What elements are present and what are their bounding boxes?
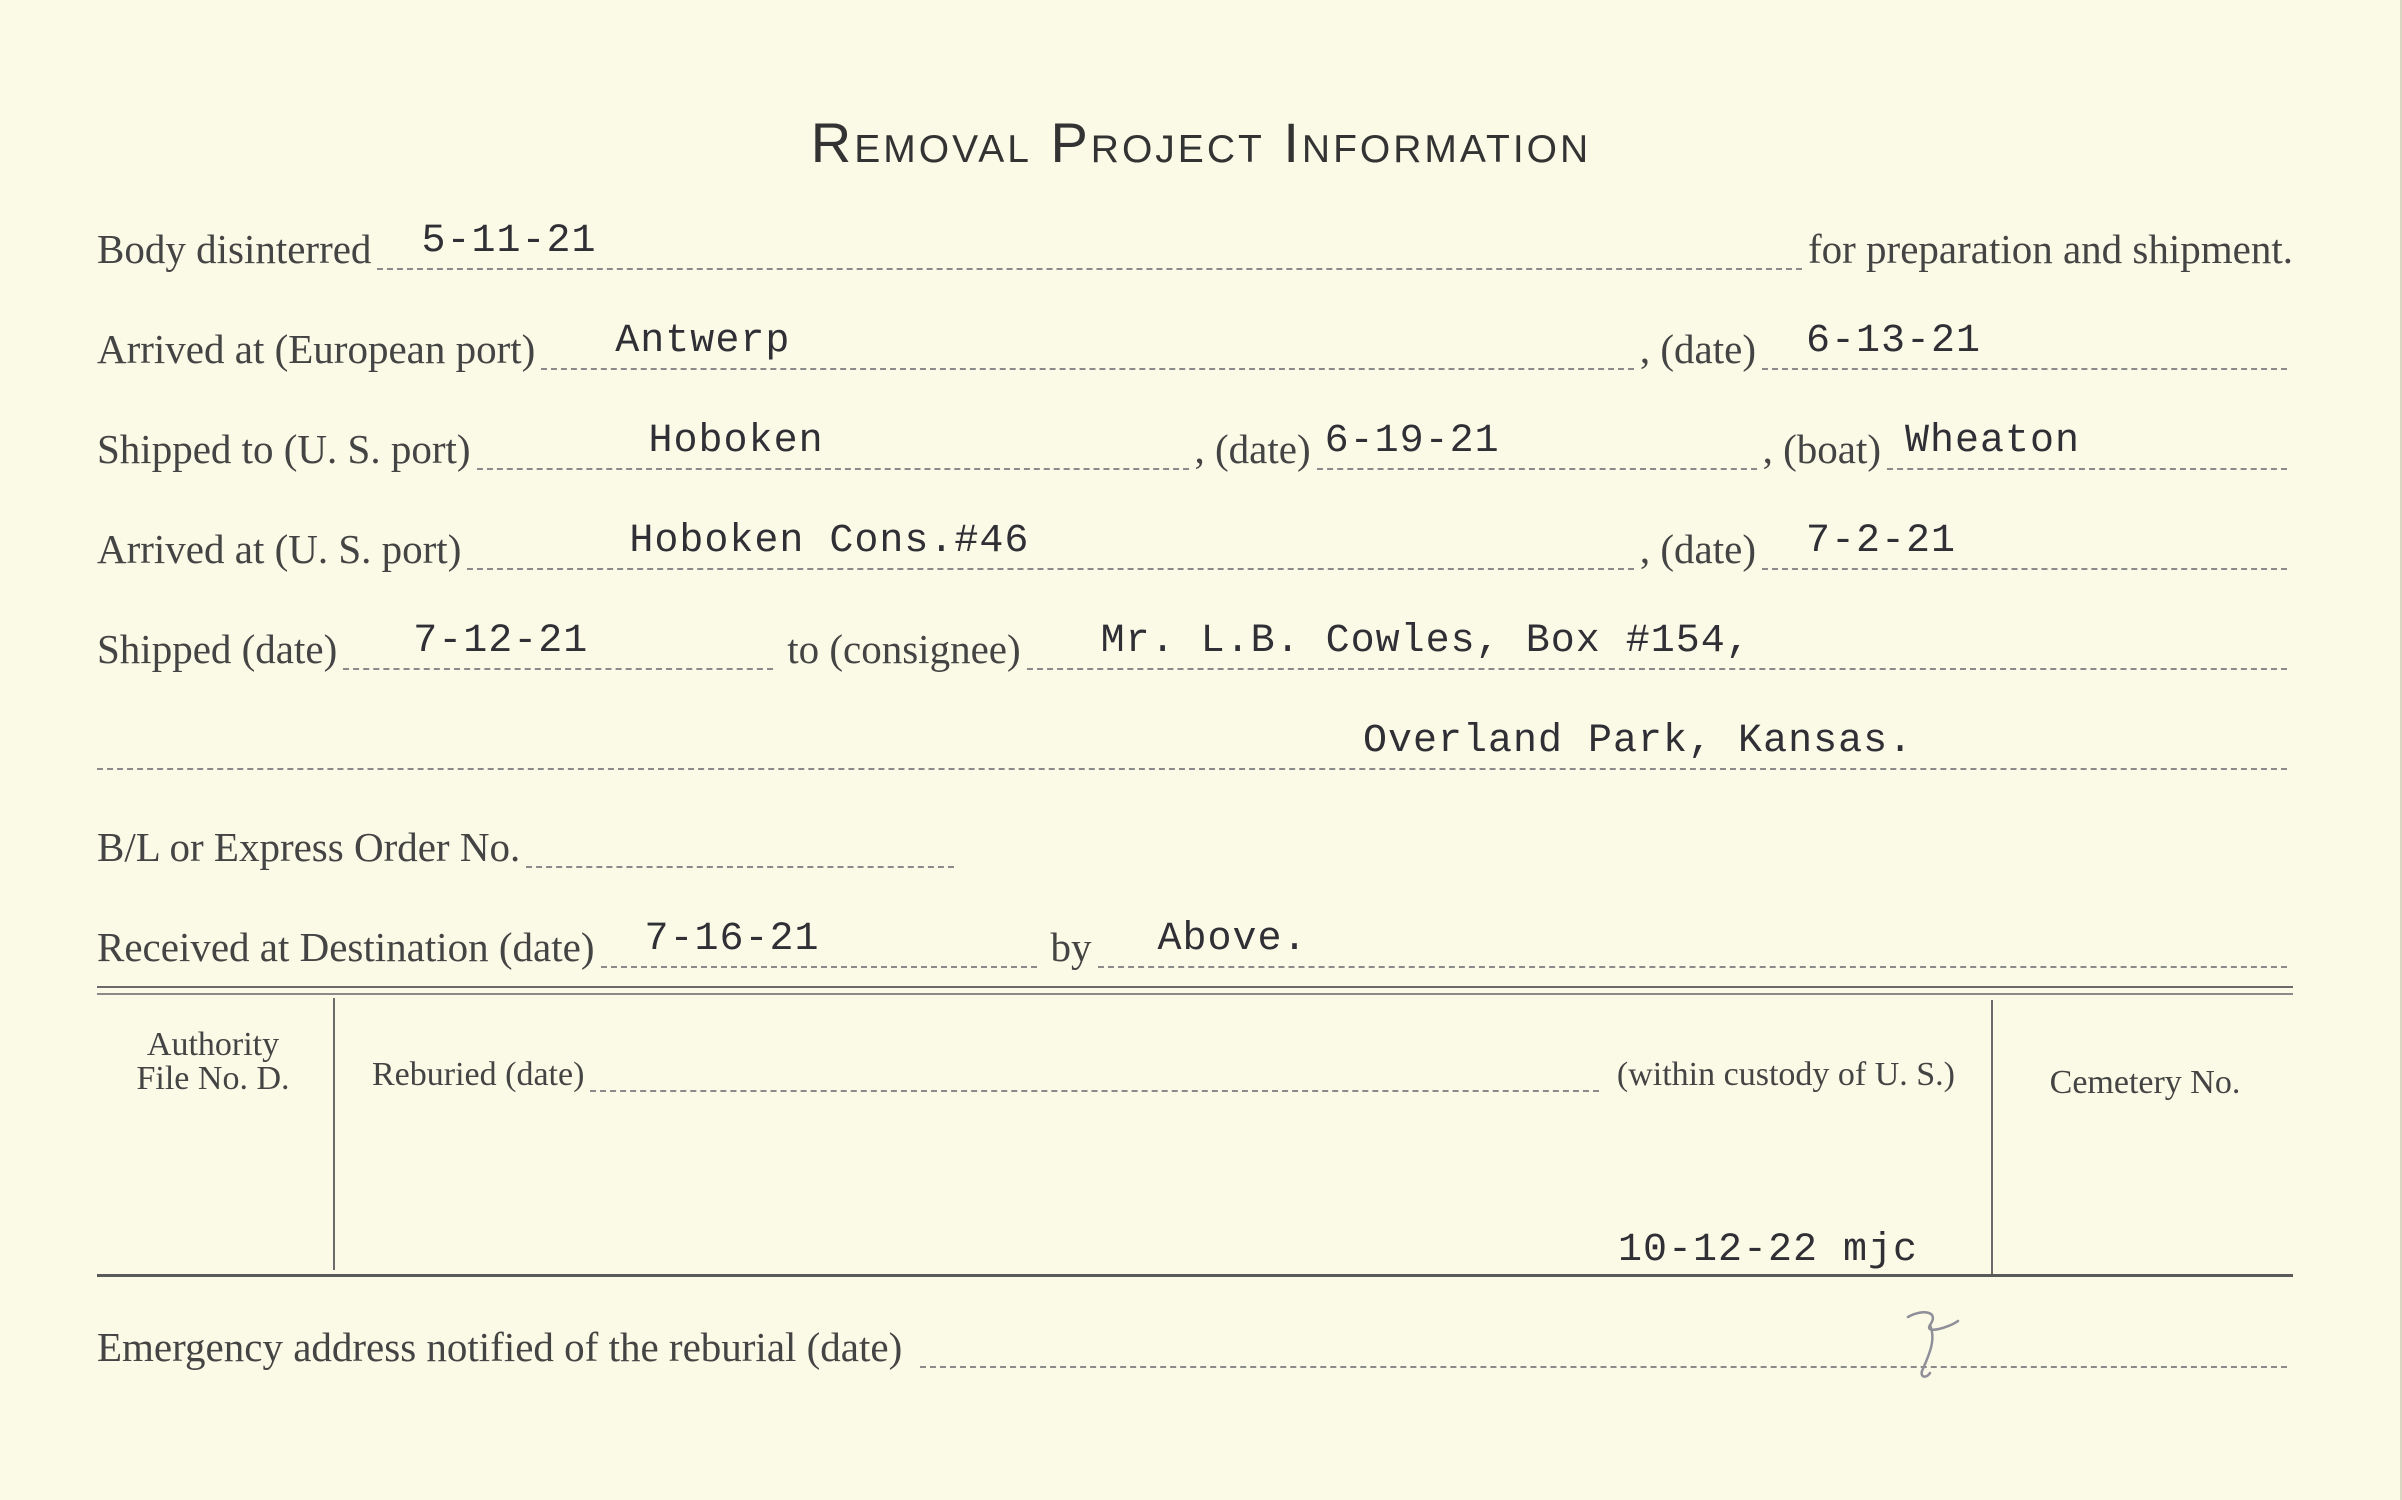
disinterred-field[interactable]: [377, 219, 1802, 270]
arrived-us-date-value: 7-2-21: [1806, 519, 1957, 564]
consignee-value: Mr. L.B. Cowles, Box #154,: [1100, 619, 1751, 664]
shipped-us-boat-value: Wheaton: [1905, 419, 2081, 464]
row-arrived-us: [97, 519, 2293, 572]
shipped-date-label: Shipped (date): [97, 626, 338, 672]
arrived-us-date-field[interactable]: [1762, 519, 2287, 570]
emergency-label: Emergency address notified of the reburial (date): [97, 1324, 903, 1370]
arrived-us-label: Arrived at (U. S. port): [97, 526, 462, 572]
stamp-value: 10-12-22 mjc: [1618, 1228, 1919, 1273]
row-received: [97, 917, 2293, 970]
reburied-date-field[interactable]: [590, 1052, 1599, 1092]
arrived-us-port-value: Hoboken Cons.#46: [629, 519, 1030, 564]
cemetery-label: Cemetery No.: [2049, 1064, 2241, 1101]
arrived-europe-date-label: , (date): [1639, 326, 1756, 372]
arrived-europe-port-value: Antwerp: [615, 319, 791, 364]
shipped-us-label: Shipped to (U. S. port): [97, 426, 471, 472]
consignee-label: to (consignee): [787, 626, 1021, 672]
box-top-rule: [97, 986, 2293, 988]
arrived-europe-date-value: 6-13-21: [1806, 319, 1982, 364]
shipped-date-field[interactable]: [343, 619, 773, 670]
box-bottom-rule: [97, 1274, 2293, 1277]
authority-label-line2: File No. D.: [136, 1060, 290, 1097]
shipped-us-port-value: Hoboken: [648, 419, 824, 464]
row-arrived-europe: [97, 319, 2293, 372]
arrived-us-date-label: , (date): [1639, 526, 1756, 572]
row-disinterred: [97, 219, 2293, 272]
received-by-label: by: [1050, 924, 1092, 970]
shipped-us-boat-field[interactable]: [1887, 419, 2287, 470]
emergency-date-field[interactable]: [920, 1320, 2287, 1368]
shipped-us-date-label: , (date): [1194, 426, 1311, 472]
bl-field[interactable]: [526, 820, 954, 868]
box-divider-left: [333, 998, 335, 1270]
arrived-europe-label: Arrived at (European port): [97, 326, 536, 372]
received-date-value: 7-16-21: [644, 917, 820, 962]
box-top-rule-2: [97, 993, 2293, 995]
shipped-us-boat-label: , (boat): [1762, 426, 1881, 472]
shipped-us-date-value: 6-19-21: [1324, 419, 1500, 464]
received-by-value: Above.: [1157, 917, 1308, 962]
consignee-line2-value: Overland Park, Kansas.: [1363, 719, 1914, 764]
received-by-field[interactable]: [1098, 917, 2288, 968]
arrived-europe-date-field[interactable]: [1762, 319, 2287, 370]
disinterred-label: Body disinterred: [97, 226, 372, 272]
row-shipped: [97, 619, 2293, 672]
authority-label: [118, 1028, 308, 1096]
arrived-us-port-field[interactable]: [467, 519, 1634, 570]
received-date-field[interactable]: [601, 917, 1037, 968]
shipped-us-date-field[interactable]: [1317, 419, 1757, 470]
arrived-europe-port-field[interactable]: [541, 319, 1634, 370]
box-divider-right: [1991, 1000, 1993, 1276]
pencil-mark-icon: [1900, 1305, 1970, 1385]
reburied-label: Reburied (date): [372, 1056, 585, 1093]
custody-label: (within custody of U. S.): [1616, 1056, 1955, 1093]
authority-label-line1: Authority: [146, 1026, 280, 1063]
page-title: Removal Project Information: [810, 111, 1592, 174]
shipped-date-value: 7-12-21: [413, 619, 589, 664]
consignee-line2-field[interactable]: [97, 719, 2287, 770]
disinterred-suffix: for preparation and shipment.: [1807, 226, 2293, 272]
shipped-us-port-field[interactable]: [477, 419, 1189, 470]
row-shipped-us: [97, 419, 2293, 472]
row-bl: [97, 820, 960, 868]
disinterred-value: 5-11-21: [421, 219, 597, 264]
row-reburied: [372, 1052, 1955, 1092]
received-label: Received at Destination (date): [97, 924, 595, 970]
row-consignee-line2: [97, 719, 2293, 770]
consignee-field[interactable]: [1027, 619, 2287, 670]
bl-label: B/L or Express Order No.: [97, 824, 521, 870]
